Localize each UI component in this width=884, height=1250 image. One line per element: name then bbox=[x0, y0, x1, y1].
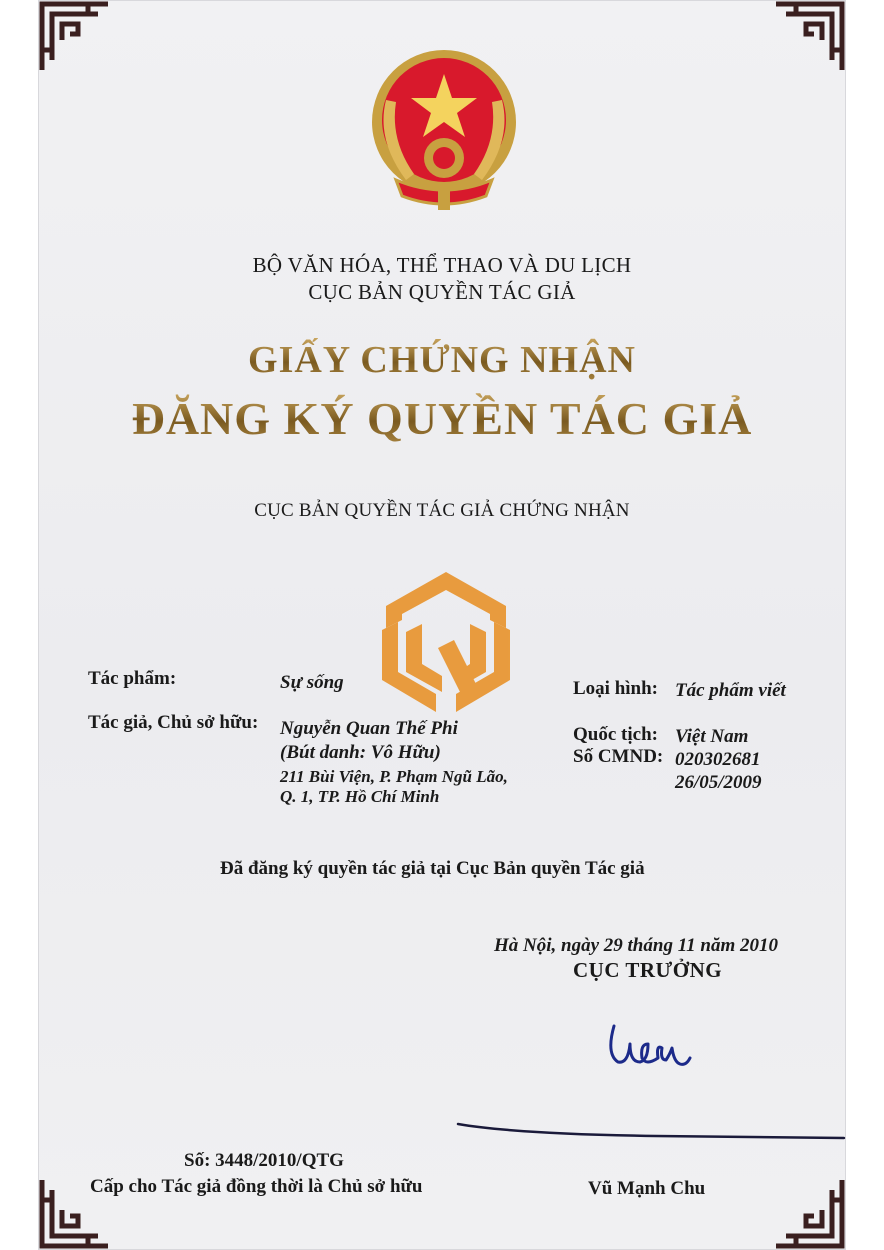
nationality-value: Việt Nam bbox=[675, 726, 749, 747]
place-date: Hà Nội, ngày 29 tháng 11 năm 2010 bbox=[494, 935, 778, 956]
greek-key-corner-icon bbox=[772, 1176, 846, 1250]
id-card-label: Số CMND: bbox=[573, 746, 664, 767]
certificate-title-line1: GIẤY CHỨNG NHẬN bbox=[0, 338, 884, 382]
author-label: Tác giả, Chủ sở hữu: bbox=[88, 712, 259, 733]
ministry-name: BỘ VĂN HÓA, THỂ THAO VÀ DU LỊCH bbox=[252, 253, 632, 277]
certify-statement: CỤC BẢN QUYỀN TÁC GIẢ CHỨNG NHẬN bbox=[254, 500, 630, 521]
id-card-date: 26/05/2009 bbox=[675, 772, 762, 793]
author-name: Nguyễn Quan Thế Phi bbox=[280, 718, 458, 739]
author-address-line2: Q. 1, TP. Hồ Chí Minh bbox=[280, 787, 440, 806]
greek-key-corner-icon bbox=[38, 0, 112, 74]
registered-statement: Đã đăng ký quyền tác giả tại Cục Bản quyền Tác giả bbox=[220, 858, 645, 879]
author-pen-name: (Bút danh: Vô Hữu) bbox=[280, 742, 441, 763]
type-value: Tác phẩm viết bbox=[675, 680, 786, 701]
issued-to: Cấp cho Tác giả đồng thời là Chủ sở hữu bbox=[90, 1176, 423, 1197]
work-label: Tác phẩm: bbox=[88, 668, 177, 689]
nationality-label: Quốc tịch: bbox=[573, 724, 658, 745]
signature bbox=[600, 1014, 700, 1078]
type-label: Loại hình: bbox=[573, 678, 659, 699]
hexagon-logo-icon bbox=[378, 568, 514, 716]
department-name: CỤC BẢN QUYỀN TÁC GIẢ bbox=[308, 280, 576, 304]
certificate-number: Số: 3448/2010/QTG bbox=[184, 1150, 344, 1171]
author-address-line1: 211 Bùi Viện, P. Phạm Ngũ Lão, bbox=[280, 767, 508, 786]
national-emblem-icon bbox=[366, 40, 522, 212]
signature-underline bbox=[456, 1118, 846, 1142]
work-value: Sự sống bbox=[280, 672, 344, 693]
director-title: CỤC TRƯỞNG bbox=[573, 958, 723, 982]
signer-name: Vũ Mạnh Chu bbox=[588, 1178, 706, 1199]
id-card-number: 020302681 bbox=[675, 749, 761, 770]
certificate-title-line2: ĐĂNG KÝ QUYỀN TÁC GIẢ bbox=[0, 392, 884, 445]
greek-key-corner-icon bbox=[772, 0, 846, 74]
